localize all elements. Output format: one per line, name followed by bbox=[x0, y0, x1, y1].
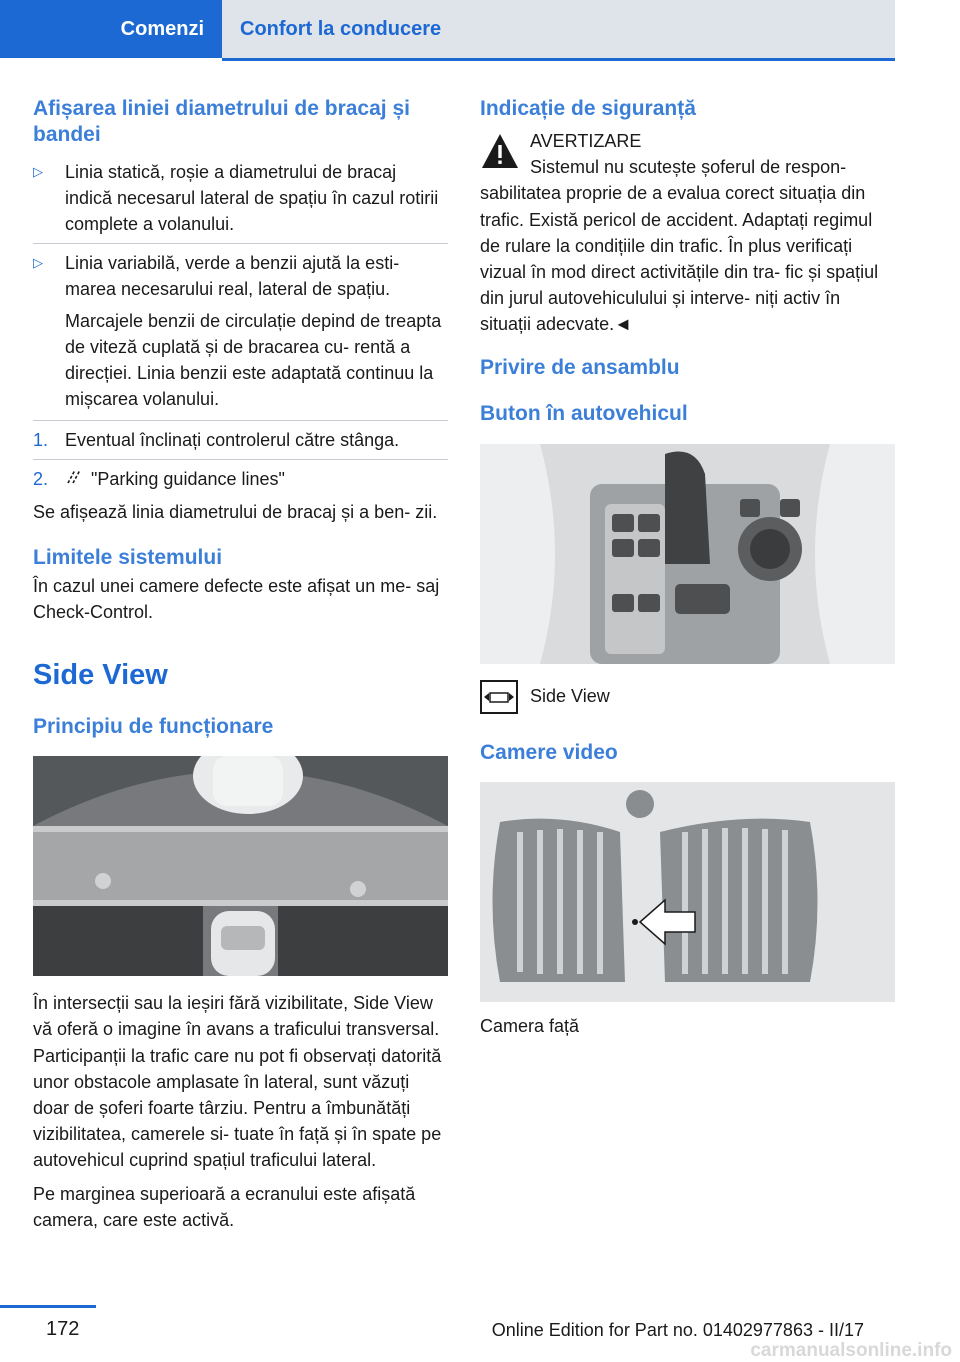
list-item bbox=[33, 250, 448, 302]
heading-system-limits: Limitele sistemului bbox=[33, 545, 223, 569]
principle-paragraph-2: Pe marginea superioară a ecranului este afișată camera, care este activă. bbox=[33, 1183, 416, 1231]
triangle-bullet-icon: ▷ bbox=[33, 163, 43, 179]
button-caption-row bbox=[480, 680, 896, 714]
step-number: 2. bbox=[33, 469, 49, 490]
result-text: Se afișează linia diametrului de bracaj și a ben- zii. bbox=[33, 501, 438, 522]
divider bbox=[33, 420, 448, 421]
tab-confort-la-conducere[interactable]: Confort la conducere bbox=[222, 0, 895, 58]
heading-cameras: Camere video bbox=[480, 740, 618, 764]
left-column bbox=[33, 96, 448, 1241]
principle-paragraph-1: În intersecții sau la ieșiri fără vizibilitate, Side View vă oferă o imagine în avans a traficului transversal. Participanții la trafic care nu pot fi observați datorită unor obstacole amplasate în lateral, sunt văzuți doar de șoferi foarte târziu. Pentru a îmbunătăți vizibilitatea, camerele si- tuate în față și în spate pe autovehicul cuprind spațiul traficului lateral. bbox=[33, 993, 442, 1170]
front-camera-photo bbox=[480, 782, 895, 1002]
step-text: "Parking guidance lines" bbox=[91, 469, 285, 490]
heading-principle: Principiu de funcționare bbox=[33, 715, 274, 739]
warning-text: Sistemul nu scutește șoferul de respon- sabilitatea proprie de a evalua corect situația din trafic. Există pericol de accident. Adaptați regimul de rulare la condițiile din trafic. În plus verificați vizual în mod direct activitățile din tra- fic și spațiul din jurul autovehiculului și interve- niți activ în situații adecvate.◄ bbox=[480, 157, 879, 334]
heading-button-in-vehicle: Buton în autovehicul bbox=[480, 402, 688, 426]
heading-display-lines: Afișarea liniei diametrului de bracaj și bandei bbox=[33, 97, 410, 147]
step-number: 1. bbox=[33, 430, 49, 451]
bullet-text: Linia variabilă, verde a benzii ajută la esti- marea necesarului real, lateral de spațiu. bbox=[65, 252, 400, 299]
divider bbox=[33, 459, 448, 460]
page-number: 172 bbox=[46, 1318, 80, 1340]
side-view-illustration bbox=[33, 756, 448, 976]
step-item bbox=[33, 427, 448, 453]
tab-comenzi[interactable]: Comenzi bbox=[0, 0, 222, 58]
list-item bbox=[33, 159, 448, 237]
step-text: Eventual înclinați controlerul către stânga. bbox=[65, 430, 400, 451]
divider bbox=[33, 243, 448, 244]
parking-lines-icon bbox=[65, 466, 91, 492]
side-view-button-icon bbox=[480, 680, 518, 714]
limits-text: În cazul unei camere defecte este afișat un me- saj Check-Control. bbox=[33, 575, 440, 622]
header-tabs bbox=[0, 0, 895, 62]
right-column bbox=[480, 96, 896, 1037]
step-item bbox=[33, 466, 448, 492]
console-button-photo bbox=[480, 444, 895, 664]
warning-title: AVERTIZARE bbox=[530, 131, 642, 152]
warning-triangle-icon bbox=[480, 132, 520, 170]
watermark: carmanualsonline.info bbox=[750, 1340, 952, 1361]
button-caption: Side View bbox=[530, 686, 610, 706]
heading-overview: Privire de ansamblu bbox=[480, 356, 680, 379]
edition-text: Online Edition for Part no. 01402977863 - II/17 bbox=[491, 1320, 864, 1340]
warning-block bbox=[480, 128, 896, 337]
triangle-bullet-icon: ▷ bbox=[33, 254, 43, 270]
footer-line bbox=[0, 1305, 96, 1308]
heading-safety: Indicație de siguranță bbox=[480, 97, 696, 120]
bullet-extra-text: Marcajele benzii de circulație depind de treapta de viteză cuplată și de bracarea cu- rentă a direcției. Linia benzii este adaptată continuu la mișcarea volanului. bbox=[65, 310, 442, 410]
tab-underline bbox=[222, 58, 895, 61]
bullet-text: Linia statică, roșie a diametrului de bracaj indică necesarul lateral de spațiu în cazul rotirii complete a volanului. bbox=[65, 161, 439, 234]
heading-side-view: Side View bbox=[33, 659, 168, 692]
camera-caption: Camera față bbox=[480, 1015, 580, 1036]
